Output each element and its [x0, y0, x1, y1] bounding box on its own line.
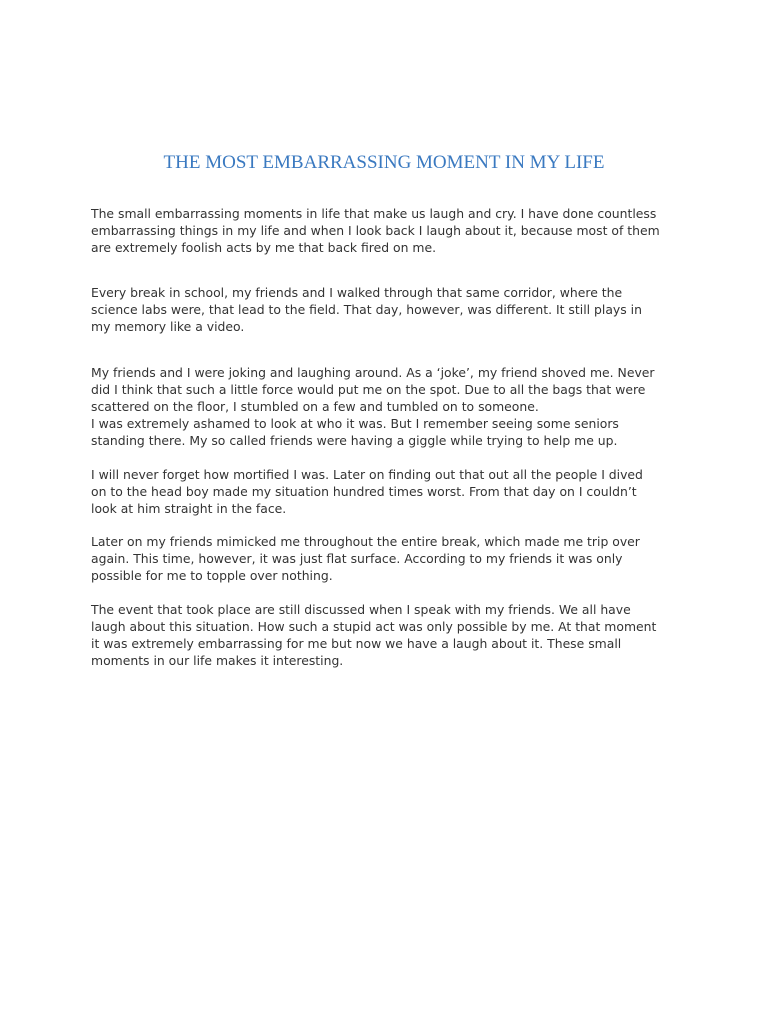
document-title: THE MOST EMBARRASSING MOMENT IN MY LIFE [163, 152, 605, 173]
paragraph-line: science labs were, that lead to the field. That day, however, was different. It still plays in [91, 302, 642, 317]
paragraph-line: My friends and I were joking and laughing around. As a ‘joke’, my friend shoved me. Never [91, 365, 655, 380]
paragraph-line: Every break in school, my friends and I walked through that same corridor, where the [91, 285, 623, 300]
paragraph-5 [91, 533, 681, 584]
paragraph-3 [91, 364, 681, 449]
paragraph-line: standing there. My so called friends were having a giggle while trying to help me up. [91, 433, 618, 448]
paragraph-line: laugh about this situation. How such a stupid act was only possible by me. At that moment [91, 619, 657, 634]
paragraph-line: possible for me to topple over nothing. [91, 568, 333, 583]
paragraph-line: embarrassing things in my life and when I look back I laugh about it, because most of them [91, 223, 660, 238]
paragraph-line: did I think that such a little force would put me on the spot. Due to all the bags that were [91, 382, 646, 397]
paragraph-line: scattered on the floor, I stumbled on a few and tumbled on to someone. [91, 399, 539, 414]
paragraph-2 [91, 284, 681, 335]
paragraph-line: look at him straight in the face. [91, 501, 287, 516]
paragraph-line: on to the head boy made my situation hundred times worst. From that day on I couldn’t [91, 484, 637, 499]
paragraph-line: my memory like a video. [91, 319, 245, 334]
paragraph-1 [91, 205, 681, 256]
paragraph-line: I will never forget how mortified I was. Later on finding out that out all the people I dived [91, 467, 643, 482]
paragraph-line: are extremely foolish acts by me that back fired on me. [91, 240, 437, 255]
paragraph-line: moments in our life makes it interesting. [91, 653, 344, 668]
paragraph-4 [91, 466, 681, 517]
paragraph-6 [91, 601, 681, 669]
paragraph-line: it was extremely embarrassing for me but now we have a laugh about it. These small [91, 636, 622, 651]
paragraph-line: The small embarrassing moments in life that make us laugh and cry. I have done countless [91, 206, 657, 221]
paragraph-line: again. This time, however, it was just flat surface. According to my friends it was only [91, 551, 623, 566]
paragraph-line: I was extremely ashamed to look at who it was. But I remember seeing some seniors [91, 416, 619, 431]
paragraph-line: Later on my friends mimicked me throughout the entire break, which made me trip over [91, 534, 640, 549]
paragraph-line: The event that took place are still discussed when I speak with my friends. We all have [91, 602, 631, 617]
